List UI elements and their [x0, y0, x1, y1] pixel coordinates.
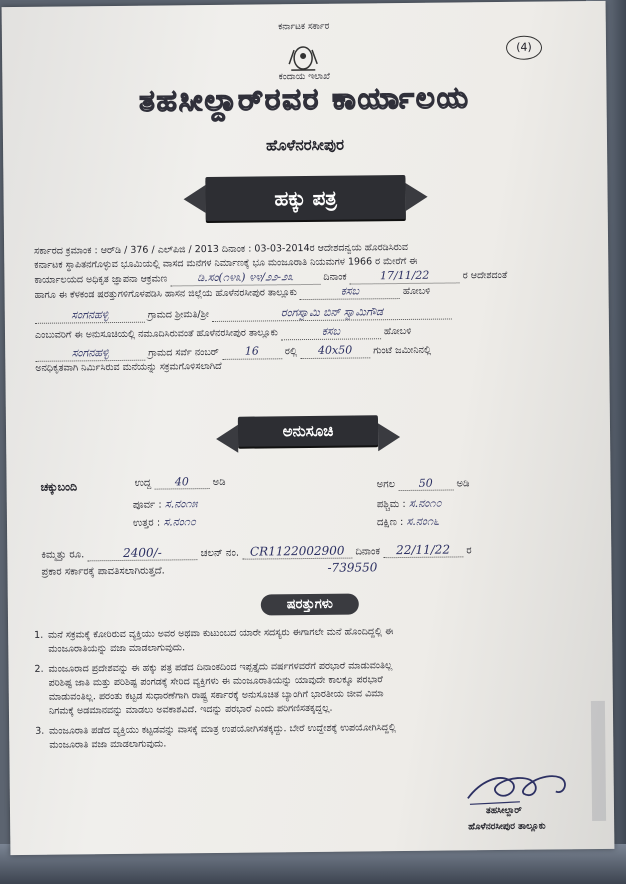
boundaries-label: ಚಕ್ಕುಬಂದಿ	[40, 480, 78, 494]
village-name: ಸಂಗನಹಳ್ಳಿ	[35, 308, 145, 324]
side-stamp	[591, 701, 606, 821]
intro-line-7: ಸಂಗನಹಳ್ಳಿ ಗ್ರಾಮದ ಸರ್ವೆ ನಂಬರ್ 16 ರಲ್ಲಿ 40x50 ಗುಂಟೆ ಜಮೀನಿನಲ್ಲಿ	[35, 341, 565, 362]
page-number: (4)	[506, 36, 542, 60]
value-amount: 2400/-	[87, 545, 197, 561]
conditions-title: ಷರತ್ತುಗಳು	[261, 593, 359, 615]
conditions-list	[34, 623, 575, 753]
east-boundary: ಪೂರ್ವ : ಸ.ನಂ೧೫	[132, 497, 198, 511]
state-emblem-icon	[285, 44, 321, 72]
signature-mark	[460, 761, 581, 812]
hobli-name: ಕಸಬ	[300, 284, 400, 300]
survey-number: 16	[222, 344, 282, 360]
intro-line-1: ಸರ್ಕಾರದ ಕ್ರಮಾಂಕ : ಆರ್‌ಡಿ / 376 / ಎಲ್‌ಪಿಜಿ / 2013 ದಿನಾಂಕ : 03-03-2014ರ ಆದೇಶದನ್ವಯ ಹೊರಡಿಸಿರುವ	[34, 241, 408, 257]
challan-extra: -739550	[327, 560, 378, 575]
challan-date: 22/11/22	[383, 542, 463, 558]
certificate-page	[2, 1, 615, 855]
intro-line-5: ಸಂಗನಹಳ್ಳಿ ಗ್ರಾಮದ ಶ್ರೀಮತಿ/ಶ್ರೀ ರಂಗಸ್ವಾಮಿ ಬಿನ್ ಸ್ವಾಮಿಗೌಡ	[35, 303, 565, 324]
condition-item: 2. ಮಂಜೂರಾದ ಪ್ರದೇಶವನ್ನು ಈ ಹಕ್ಕು ಪತ್ರ ಪಡೆದ ದಿನಾಂಕದಿಂದ ಇಪ್ಪತ್ತೈದು ವರ್ಷಗಳವರೆಗೆ ಪರಭಾರೆ ಮಾಡುವಂತಿಲ್ಲ ಪರಿಶಿಷ್ಟ ಜಾತಿ ಮತ್ತು ಪರಿಶಿಷ್ಟ ಪಂಗಡಕ್ಕೆ ಸೇರಿದ ವ್ಯಕ್ತಿಗಳು ಈ ಮಂಜೂರಾತಿಯನ್ನು ಯಾವುದೇ ಕಾಲಕ್ಕೂ ಪರಭಾರೆ ಮಾಡುವಂತಿಲ್ಲ. ಪರಂತು ಕಟ್ಟಡ ಸುಧಾರಣೆಗಾಗಿ ರಾಷ್ಟ್ರ ಸರ್ಕಾರಕ್ಕೆ ಅನುಸೂಚಿತ ಬ್ಯಾಂಗಿಗೆ ಭಾರತೀಯ ಜೀವ ವಿಮಾ ನಿಗಮಕ್ಕೆ ಅಡಮಾನವನ್ನು ಮಾಡಲು ಅವಕಾಶವಿದೆ. ಇದನ್ನು ಪರಭಾರೆ ಎಂದು ಪರಿಗಣಿಸತಕ್ಕದ್ದಲ್ಲ.	[34, 660, 393, 717]
signatory-office: ಹೊಳೆನರಸೀಪುರ ತಾಲ್ಲೂಕು	[468, 821, 546, 833]
grant-paragraph	[34, 239, 565, 376]
government-label: ಕರ್ನಾಟಕ ಸರ್ಕಾರ	[278, 21, 330, 33]
document-title-banner	[205, 175, 405, 221]
challan-number: CR1122002900	[242, 544, 352, 560]
village-name-2: ಸಂಗನಹಳ್ಳಿ	[35, 346, 145, 362]
payment-row: ಕಿಮ್ಮತ್ತು ರೂ. 2400/- ಚಲನ್ ನಂ. CR1122002900 ದಿನಾಂಕ 22/11/22 ರ	[41, 542, 472, 561]
south-boundary: ದಕ್ಷಿಣ : ಸ.ನಂ೧೬	[376, 514, 440, 529]
order-date: 17/11/22	[350, 268, 460, 284]
length-row: ಉದ್ದ 40 ಅಡಿ	[134, 475, 226, 489]
payment-line: ಪ್ರಕಾರ ಸರ್ಕಾರಕ್ಕೆ ಪಾವತಿಸಲಾಗಿರುತ್ತದೆ.	[41, 565, 165, 578]
west-boundary: ಪಶ್ಚಿಮ : ಸ.ನಂ೧೦	[376, 496, 442, 511]
grantee-name: ರಂಗಸ್ವಾಮಿ ಬಿನ್ ಸ್ವಾಮಿಗೌಡ	[212, 304, 452, 322]
width-value: 50	[398, 476, 453, 491]
town-name: ಹೊಳೆನರಸೀಪುರ	[265, 135, 345, 155]
signatory-designation: ತಹಸೀಲ್ದಾರ್	[485, 805, 522, 817]
intro-line-4: ಹಾಗೂ ಈ ಕೆಳಕಂಡ ಷರತ್ತುಗಳಿಗೊಳಪಡಿಸಿ ಹಾಸನ ಜಿಲ್ಲೆಯ ಹೊಳೆನರಸೀಪುರ ತಾಲ್ಲೂಕು ಕಸಬ ಹೋಬಳಿ	[34, 284, 431, 301]
north-boundary: ಉತ್ತರ : ಸ.ನಂ೧೦	[132, 515, 197, 529]
document-title: ಹಕ್ಕು ಪತ್ರ	[274, 185, 337, 211]
plot-size: 40x50	[300, 343, 370, 359]
schedule-title-banner	[238, 415, 378, 446]
west-value: ಸ.ನಂ೧೦	[408, 496, 442, 510]
south-value: ಸ.ನಂ೧೬	[406, 514, 440, 528]
length-value: 40	[154, 475, 209, 490]
intro-line-3: ಕಾರ್ಯಾಲಯದ ಅಧಿಕೃತ ಜ್ಞಾಪನಾ ಆಕ್ರಮಣ ಡಿ.ಸಂ(೧೪೩) ೪೪/೨೨-೨೩ ದಿನಾಂಕ 17/11/22 ರ ಆದೇಶದಂತೆ	[34, 268, 508, 286]
north-value: ಸ.ನಂ೧೦	[163, 515, 197, 529]
hobli-name-2: ಕಸಬ	[281, 324, 381, 340]
department-label: ಕಂದಾಯ ಇಲಾಖೆ	[278, 71, 331, 83]
schedule-title: ಅನುಸೂಚಿ	[282, 421, 334, 441]
order-number: ಡಿ.ಸಂ(೧೪೩) ೪೪/೨೨-೨೩	[170, 270, 320, 287]
office-title: ತಹಸೀಲ್ದಾರ್‌ರವರ ಕಾರ್ಯಾಲಯ	[139, 80, 470, 118]
intro-line-2: ಕರ್ನಾಟಕ ಸ್ಥಾಪಿತನಗೊಳ್ಳುವ ಭೂಮಿಯಲ್ಲಿ ವಾಸದ ಮನೆಗಳ ನಿರ್ಮಾಣಕ್ಕೆ ಭೂ ಮಂಜೂರಾತಿ ನಿಯಮಗಳ 1966 ರ ಮೇರೆಗೆ ಈ	[34, 255, 418, 271]
condition-item: 3. ಮಂಜೂರಾತಿ ಪಡೆದ ವ್ಯಕ್ತಿಯು ಕಟ್ಟಡವನ್ನು ವಾಸಕ್ಕೆ ಮಾತ್ರ ಉಪಯೋಗಿಸತಕ್ಕದ್ದು. ಬೇರೆ ಉದ್ದೇಶಕ್ಕೆ ಉಪಯೋಗಿಸಿದ್ದಲ್ಲಿ ಮಂಜೂರಾತಿ ವಜಾ ಮಾಡಲಾಗುವುದು.	[35, 722, 397, 751]
east-value: ಸ.ನಂ೧೫	[164, 497, 198, 511]
intro-line-8: ಅನಧಿಕೃತವಾಗಿ ನಿರ್ಮಿಸಿರುವ ಮನೆಯನ್ನು ಸಕ್ರಮಗೊಳಿಸಲಾಗಿದೆ	[35, 360, 222, 374]
width-row: ಅಗಲ 50 ಅಡಿ	[376, 476, 470, 491]
intro-line-6: ಎಂಬುವರಿಗೆ ಈ ಅನುಸೂಚಿಯಲ್ಲಿ ನಮೂದಿಸಿರುವಂತೆ ಹೊಳೆನರಸೀಪುರ ತಾಲ್ಲೂಕು ಕಸಬ ಹೋಬಳಿ	[34, 324, 412, 341]
condition-item: 1. ಮನೆ ಸಕ್ರಮಕ್ಕೆ ಕೋರಿರುವ ವ್ಯಕ್ತಿಯು ಅವರ ಅಥವಾ ಕುಟುಂಬದ ಯಾರೇ ಸದಸ್ಯರು ಈಗಾಗಲೇ ಮನೆ ಹೊಂದಿದ್ದಲ್ಲಿ ಈ ಮಂಜೂರಾತಿಯನ್ನು ವಜಾ ಮಾಡಲಾಗುವುದು.	[34, 626, 394, 655]
